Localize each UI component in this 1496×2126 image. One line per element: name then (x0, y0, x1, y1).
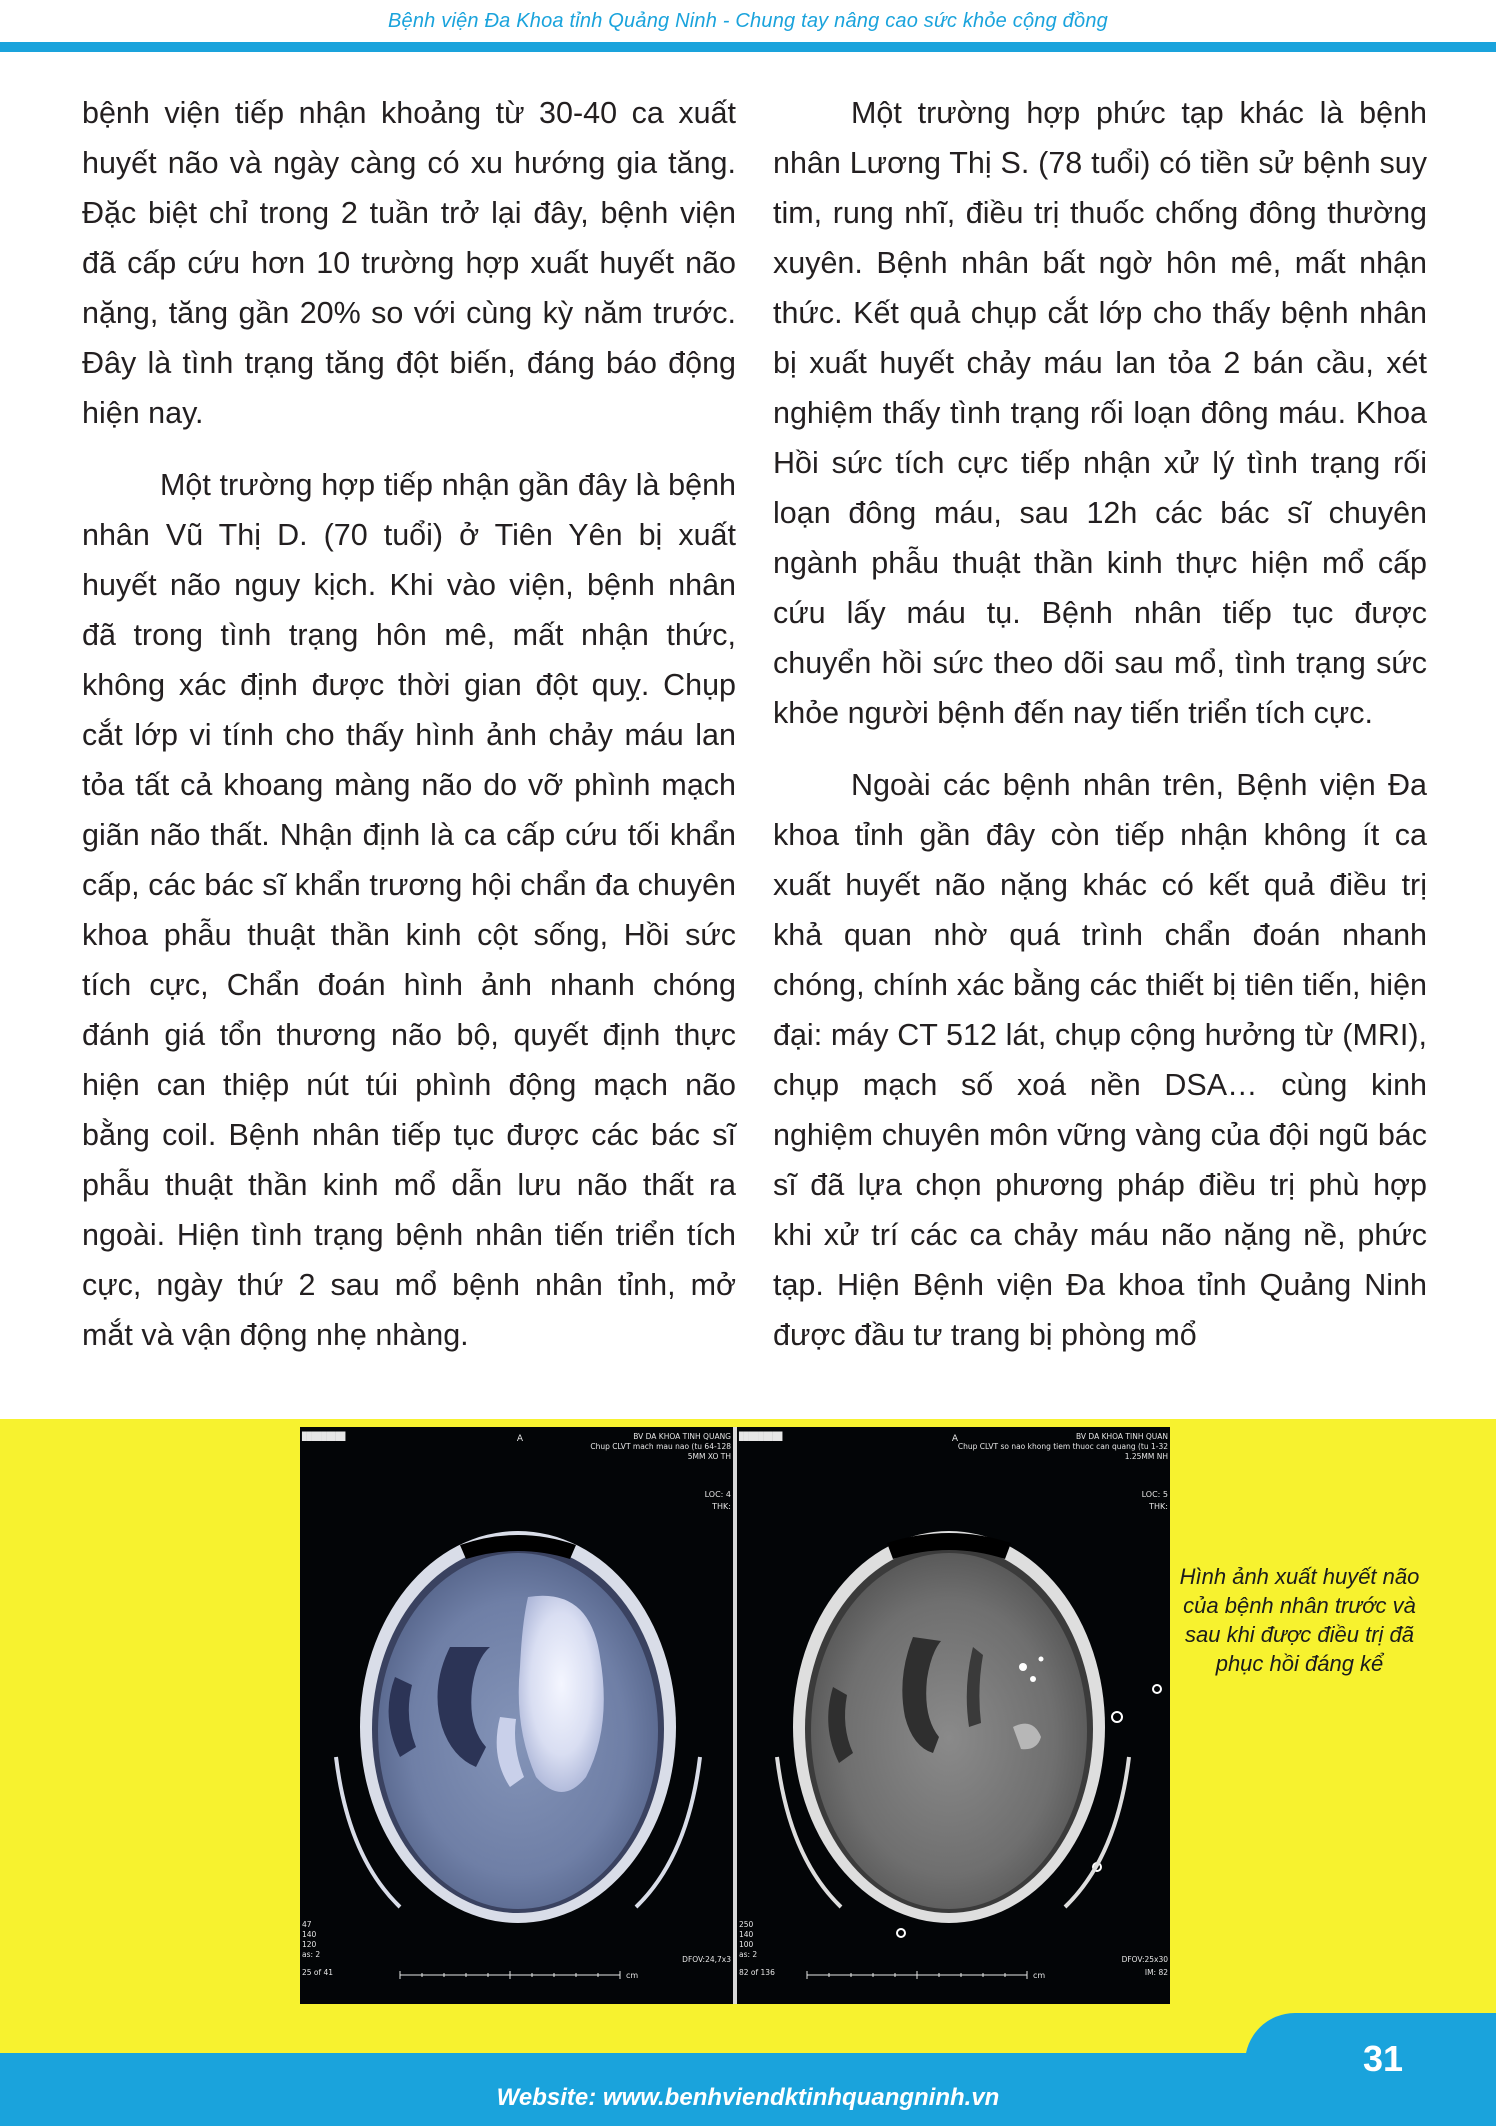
paragraph: Ngoài các bệnh nhân trên, Bệnh viện Đa khoa tỉnh gần đây còn tiếp nhận không ít ca xuất huyết não nặng khác có kết quả điều trị khả quan nhờ quá trình chẩn đoán nhanh chóng, chính xác bằng các thiết bị tiên tiến, hiện đại: máy CT 512 lát, chụp cộng hưởng từ (MRI), chụp mạch số xoá nền DSA… cùng kinh nghiệm chuyên môn vững vàng của đội ngũ bác sĩ đã lựa chọn phương pháp điều trị phù hợp khi xử trí các ca chảy máu não nặng nề, phức tạp. Hiện Bệnh viện Đa khoa tỉnh Quảng Ninh được đầu tư trang bị phòng mổ (773, 768, 1427, 1352)
ct-scan-after (737, 1427, 1170, 2004)
scan-im: IM: 82 (1144, 1968, 1168, 1977)
scan-bottom-5: 25 of 41 (302, 1968, 334, 1977)
scan-scale-unit: cm (1033, 1971, 1046, 1980)
paragraph: Một trường hợp phức tạp khác là bệnh nhân Lương Thị S. (78 tuổi) có tiền sử bệnh suy tim, rung nhĩ, điều trị thuốc chống đông thường xuyên. Bệnh nhân bất ngờ hôn mê, mất nhận thức. Kết quả chụp cắt lớp cho thấy bệnh nhân bị xuất huyết chảy máu lan tỏa 2 bán cầu, xét nghiệm thấy tình trạng rối loạn đông máu. Khoa Hồi sức tích cực tiếp nhận xử lý tình trạng rối loạn đông máu, sau 12h các bác sĩ chuyên ngành phẫu thuật thần kinh thực hiện mổ cấp cứu lấy máu tụ. Bệnh nhân tiếp tục được chuyển hồi sức theo dõi sau mổ, tình trạng sức khỏe người bệnh đến nay tiến triển tích cực. (773, 96, 1427, 730)
scan-bottom-4: as: 2 (739, 1950, 758, 1959)
scan-study: Chup CLVT mach mau nao (tu 64-128 (590, 1442, 731, 1451)
scan-hospital: BV DA KHOA TINH QUAN (1076, 1432, 1168, 1441)
header-tagline: Bệnh viện Đa Khoa tỉnh Quảng Ninh - Chung tay nâng cao sức khỏe cộng đồng (388, 10, 1108, 32)
paragraph: Một trường hợp tiếp nhận gần đây là bệnh nhân Vũ Thị D. (70 tuổi) ở Tiên Yên bị xuất huyết não nguy kịch. Khi vào viện, bệnh nhân đã trong tình trạng hôn mê, mất nhận thức, không xác định được thời gian đột quỵ. Chụp cắt lớp vi tính cho thấy hình ảnh chảy máu lan tỏa tất cả khoang màng não do vỡ phình mạch giãn não thất. Nhận định là ca cấp cứu tối khẩn cấp, các bác sĩ khẩn trương hội chẩn đa chuyên khoa phẫu thuật thần kinh cột sống, Hồi sức tích cực, Chẩn đoán hình ảnh nhanh chóng đánh giá tổn thương não bộ, quyết định thực hiện can thiệp nút túi phình động mạch não bằng coil. Bệnh nhân tiếp tục được các bác sĩ phẫu thuật thần kinh mổ dẫn lưu não thất ra ngoài. Hiện tình trạng bệnh nhân tiến triển tích cực, ngày thứ 2 sau mổ bệnh nhân tỉnh, mở mắt và vận động nhẹ nhàng. (82, 468, 736, 1352)
scan-thk: THK: (712, 1502, 731, 1511)
scan-loc: LOC: 5 (1141, 1490, 1168, 1499)
scan-loc: LOC: 4 (704, 1490, 731, 1499)
scan-bottom-2: 140 (739, 1930, 754, 1939)
footer-website-link[interactable]: Website: www.benhviendktinhquangninh.vn (496, 2084, 1000, 2111)
scan-dfov: DFOV:24,7x3 (682, 1955, 731, 1964)
scan-bottom-1: 47 (302, 1920, 312, 1929)
scan-bottom-3: 120 (302, 1940, 317, 1949)
header-bar (0, 42, 1496, 52)
article-right-column (773, 88, 1427, 1382)
scan-marker: A (516, 1434, 524, 1444)
scan-dfov: DFOV:25x30 (1121, 1955, 1168, 1964)
scan-bottom-4: as: 2 (302, 1950, 321, 1959)
scan-corner-text: █████████ (739, 1432, 783, 1441)
scan-bottom-1: 250 (739, 1920, 754, 1929)
scan-bottom-3: 100 (739, 1940, 754, 1949)
ct-scan-before-image (300, 1427, 733, 2004)
scan-bottom-2: 140 (302, 1930, 317, 1939)
ct-scan-before (300, 1427, 733, 2004)
page-number: 31 (1362, 2038, 1404, 2079)
article-left-column (82, 88, 736, 1382)
scan-hospital: BV DA KHOA TINH QUANG (633, 1432, 731, 1441)
scan-line3: 1.25MM NH (1124, 1452, 1168, 1461)
figure-caption: Hình ảnh xuất huyết não của bệnh nhân trước và sau khi được điều trị đã phục hồi đáng kể (1179, 1564, 1420, 1676)
ct-scan-after-image (737, 1427, 1170, 2004)
scan-thk: THK: (1149, 1502, 1168, 1511)
scan-bottom-5: 82 of 136 (739, 1968, 775, 1977)
paragraph: bệnh viện tiếp nhận khoảng từ 30-40 ca xuất huyết não và ngày càng có xu hướng gia tăng. Đặc biệt chỉ trong 2 tuần trở lại đây, bệnh viện đã cấp cứu hơn 10 trường hợp xuất huyết não nặng, tăng gần 20% so với cùng kỳ năm trước. Đây là tình trạng tăng đột biến, đáng báo động hiện nay. (82, 96, 736, 430)
scan-marker: A (951, 1434, 959, 1444)
scan-corner-text: █████████ (302, 1432, 346, 1441)
scan-line3: 5MM XO TH (687, 1452, 731, 1461)
scan-scale-unit: cm (626, 1971, 639, 1980)
scan-study: Chup CLVT so nao khong tiem thuoc can quang (tu 1-32 (957, 1442, 1168, 1451)
